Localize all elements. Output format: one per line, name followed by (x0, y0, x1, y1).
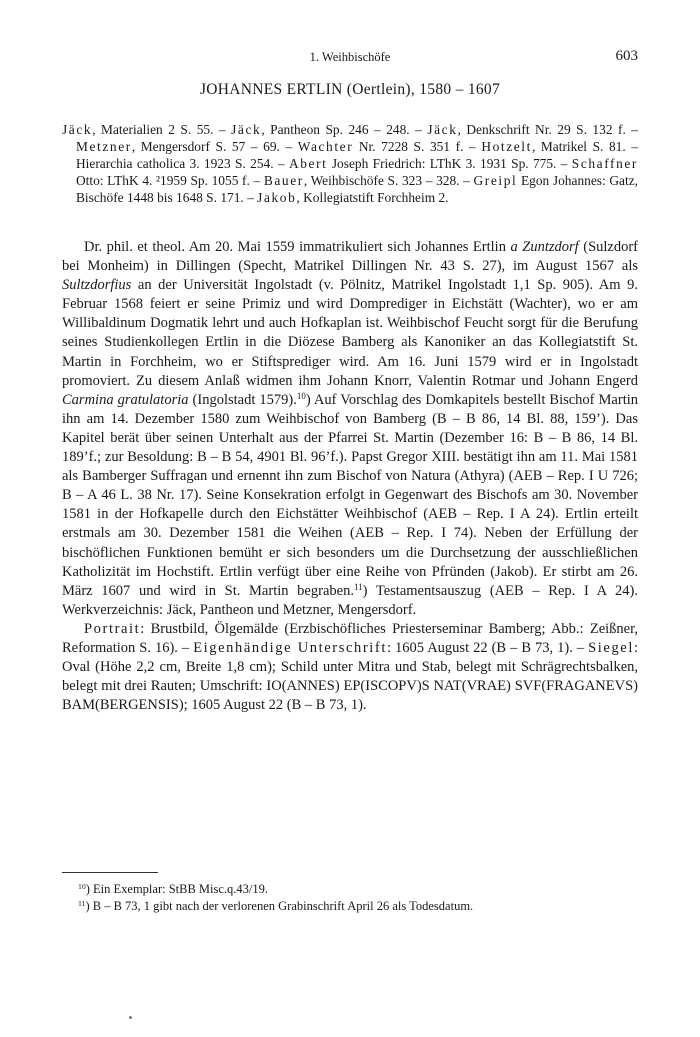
text-run: , Denkschrift Nr. 29 S. 132 f. – (457, 122, 638, 137)
text-run: , Materialien 2 S. 55. – (92, 122, 232, 137)
text-run: Dr. phil. et theol. Am 20. Mai 1559 immatrikuliert sich Johannes Ertlin (84, 239, 511, 255)
text-run: : 1605 August 22 (B – B 73, 1). – (386, 639, 589, 656)
text-run: , Weihbischöfe S. 323 – 328. – (303, 173, 474, 188)
text-run: : Oval (Höhe 2,2 cm, Breite 1,8 cm); Schild unter Mitra und Stab, belegt mit Schrägrechtsbalken, belegt mit drei Rauten; Umschrift: IO(ANNES) EP(ISCOPV)S NAT(VRAE) SVF(FRAGANEVS) BAM(BERGENSIS); 1605 August 22 (B – B 73, 1). (62, 639, 638, 714)
footnote-rule (62, 872, 158, 873)
running-head (62, 48, 638, 68)
footnote-text: ) Ein Exemplar: StBB Misc.q.43/19. (85, 882, 269, 896)
spaced-name: Portrait (84, 620, 141, 637)
text-run: (Sulzdorf bei Monheim) in Dillingen (Specht, Matrikel Dillingen Nr. 43 S. 27), im August 1567 als (62, 239, 638, 275)
spaced-name: Jakob (257, 190, 297, 205)
spaced-name: Wachter (297, 139, 354, 154)
text-run: (Ingolstadt 1579). (188, 391, 297, 408)
spaced-name: Jäck (62, 122, 93, 137)
page-number: 603 (615, 48, 638, 64)
running-title: 1. Weihbischöfe (309, 50, 391, 64)
text-run: ) Auf Vorschlag des Domkapitels bestellt Bischof Martin ihn am 14. Dezember 1580 zum Weihbischof von Bamberg (B – B 86, 14 Bl. 88, 159’). Das Kapitel berät über seinen Unterhalt aus der Pfarrei St. Martin (Dezember 16: B – B 86, 14 Bl. 189’f.; zur Besoldung: B – B 54, 4901 Bl. 96’f.). Papst Gregor XIII. bestätigt ihn am 11. Mai 1581 als Bamberger Suffragan und ernennt ihn zum Bischof von Natura (Athyra) (AEB – Rep. I U 726; B – A 46 L. 38 Nr. 17). Seine Konsekration erfolgt in Gegenwart des Bischofs am 30. November 1581 in der Hofkapelle durch den Eichstätter Weihbischof (AEB – Rep. I A 24). Ertlin erteilt erstmals am 30. Dezember 1581 die Weihen (AEB – Rep. I 74). Neben der Erfüllung der bischöflichen Funktionen bemüht er sich besonders um die Durchsetzung der ausschließlichen Katholizität im Hochstift. Ertlin verfügt über eine Reihe von Pfründen (Jakob). Er stirbt am 26. März 1607 und wird in St. Martin begraben. (62, 391, 639, 599)
footnote-mark: 11 (78, 898, 86, 908)
spaced-name: Jäck (231, 122, 262, 137)
text-run: Joseph Friedrich: LThK 3. 1931 Sp. 775. – (327, 156, 572, 171)
footnote-reference: 10 (296, 390, 306, 401)
spaced-name: Schaffner (571, 156, 638, 171)
text-run: Nr. 7228 S. 351 f. – (353, 139, 482, 154)
italic-text: Sultzdorfius (62, 277, 132, 294)
spaced-name: Metzner (76, 139, 132, 154)
spaced-name: Eigenhändige Unterschrift (193, 639, 387, 656)
body-text (62, 238, 638, 715)
spaced-name: Bauer (263, 173, 304, 188)
footnote-reference: 11 (353, 581, 363, 592)
sources-block (62, 121, 638, 206)
paragraph (62, 620, 638, 715)
footnote (78, 881, 638, 898)
italic-text: a Zuntzdorf (510, 239, 579, 255)
text-run: Egon Johannes: Gatz, Bischöfe 1448 bis 1648 S. 171. – (76, 173, 638, 205)
footnote-text: ) B – B 73, 1 gibt nach der verlorenen Grabinschrift April 26 als Todesdatum. (85, 899, 474, 913)
spaced-name: Siegel (588, 639, 634, 656)
footnote (78, 898, 638, 915)
footnotes (78, 881, 638, 915)
text-run: ) Testamentsauszug (AEB – Rep. I A 24). Werkverzeichnis: Jäck, Pantheon und Metzner, Mengersdorf. (62, 582, 638, 618)
spaced-name: Hotzelt (481, 139, 532, 154)
text-run: an der Universität Ingolstadt (v. Pölnitz, Matrikel Ingolstadt 1,1 Sp. 905). Am 9. Februar 1568 feiert er seine Primiz und wird Domprediger in Eichstätt (Wachter), wo er am Willibaldinum Dogmatik lehrt und auch Hofkaplan ist. Weihbischof Feucht sorgt für die Berufung seines Studienkollegen Ertlin in die Diözese Bamberg als Kanoniker an das Kollegiatstift St. Martin in Forchheim, wo er Stiftsprediger wird. Am 16. Juni 1579 wird er in Ingolstadt promoviert. Zu diesem Anlaß widmen ihm Johann Knorr, Valentin Rotmar und Johann Engerd (62, 277, 638, 389)
text-run: , Kollegiatstift Forchheim 2. (296, 190, 449, 205)
text-run: , Matrikel S. 81. – Hierarchia catholica 3. 1923 S. 254. – (76, 139, 638, 171)
footnote-mark: 10 (78, 881, 86, 891)
text-run: : Brustbild, Ölgemälde (Erzbischöfliches Priesterseminar Bamberg; Abb.: Zeißner, Reformation S. 16). – (62, 620, 638, 656)
text-run: , Mengersdorf S. 57 – 69. – (131, 139, 298, 154)
entry-heading: JOHANNES ERTLIN (Oertlein), 1580 – 1607 (199, 81, 501, 98)
text-run: , Pantheon Sp. 246 – 248. – (261, 122, 428, 137)
stray-mark (129, 1016, 132, 1019)
italic-text: Carmina gratulatoria (62, 391, 189, 408)
spaced-name: Jäck (427, 122, 458, 137)
paragraph (62, 238, 638, 620)
text-run: Otto: LThK 4. ²1959 Sp. 1055 f. – (76, 173, 264, 188)
spaced-name: Abert (288, 156, 328, 171)
spaced-name: Greipl (473, 173, 518, 188)
